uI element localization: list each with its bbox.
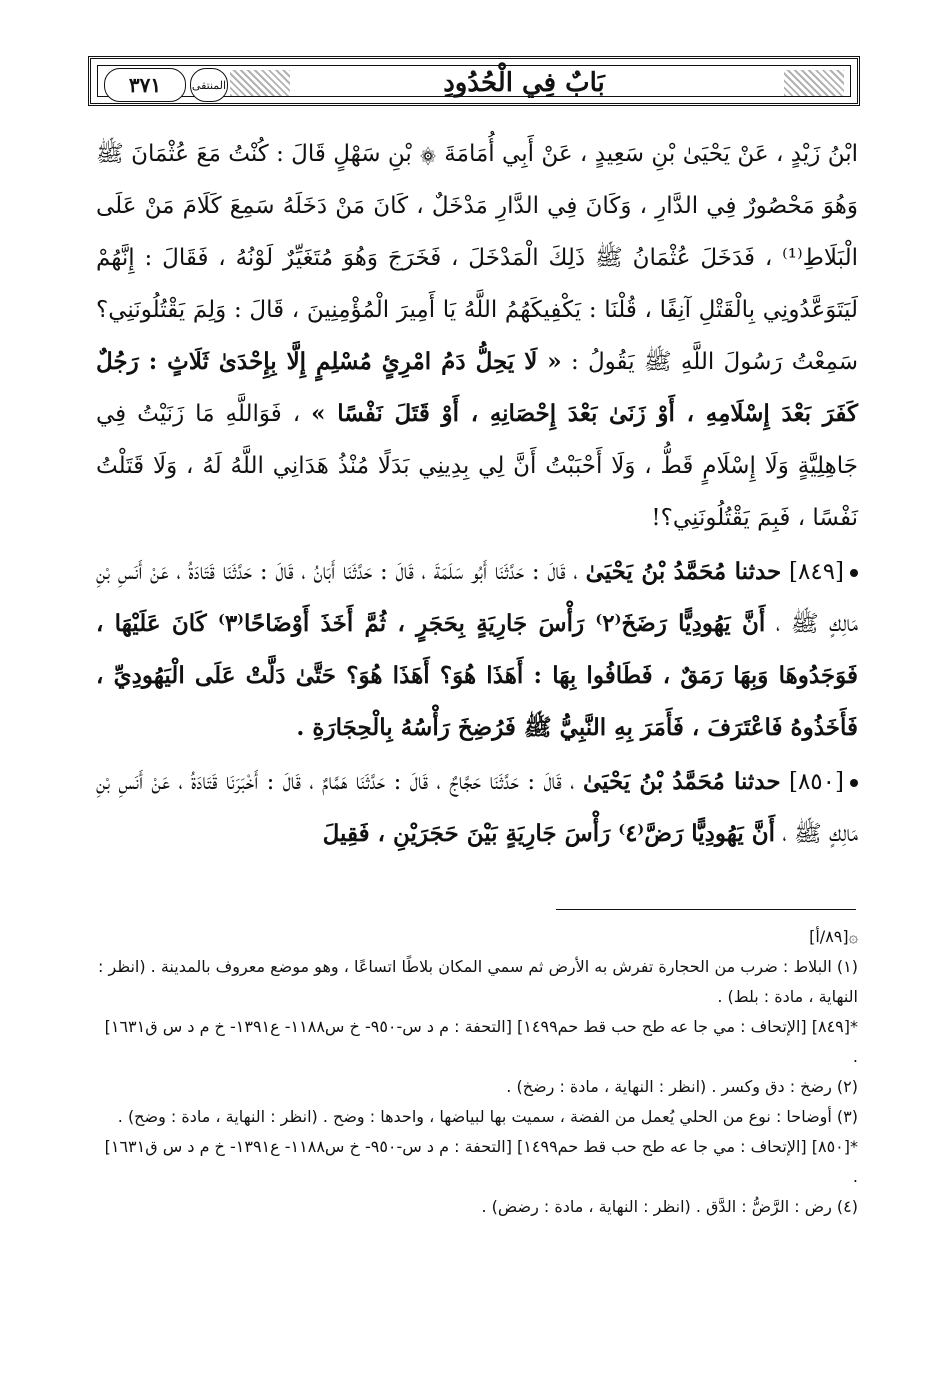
prophet-quote: « لَا يَحِلُّ دَمُ امْرِئٍ مُسْلِمٍ إِلَّا بِإِحْدَىٰ ثَلَاثٍ : رَجُلٌ كَفَرَ بَعْدَ إِسْلَامِهِ ، أَوْ زَنَىٰ بَعْدَ إِحْصَانِهِ ، أَوْ قَتَلَ نَفْسًا » — [96, 348, 858, 427]
hadith-text: أَنَّ يَهُودِيًّا رَضَّ⁽٤⁾ رَأْسَ جَارِيَةٍ بَيْنَ حَجَرَيْنِ ، فَقِيلَ — [322, 820, 776, 847]
page-number: ٣٧١ — [104, 68, 186, 102]
paragraph-continued — [96, 128, 858, 544]
hadith-number: [٨٥٠] — [788, 769, 844, 795]
footnote-1: (١) البلاط : ضرب من الحجارة تفرش به الأرض ثم سمي المكان بلاطًا اتساعًا ، وهو موضع معروف بالمدينة . (انظر : النهاية ، مادة : بلط) . — [98, 957, 858, 1006]
reference-850: *[٨٥٠] [الإتحاف : مي جا عه طح حب قط حم١٤٩٩] [التحفة : م د س-٩٥٠- خ س١١٨٨- ع١٣٩١- خ م د س ق١٦٣١] . — [104, 1137, 858, 1186]
footnote-divider — [556, 909, 856, 910]
paragraph-text: ابْنُ زَيْدٍ ، عَنْ يَحْيَىٰ بْنِ سَعِيدٍ ، عَنْ أَبِي أُمَامَةَ ۞ بْنِ سَهْلٍ قَالَ : كُنْتُ مَعَ عُثْمَانَ ﷺ وَهُوَ مَحْصُورٌ فِي الدَّارِ ، وَكَانَ فِي الدَّارِ مَدْخَلٌ ، كَانَ مَنْ دَخَلَهُ سَمِعَ كَلَامَ مَنْ عَلَى الْبَلَاطِ⁽¹⁾ ، فَدَخَلَ عُثْمَانُ ﷺ ذَلِكَ الْمَدْخَلَ ، فَخَرَجَ وَهُوَ مُتَغَيِّرٌ لَوْنُهُ ، فَقَالَ : إِنَّهُمْ لَيَتَوَعَّدُونِي بِالْقَتْلِ آنِفًا ، قُلْنَا : يَكْفِيكَهُمُ اللَّهُ يَا أَمِيرَ الْمُؤْمِنِينَ ، قَالَ : وَلِمَ يَقْتُلُونَنِي؟ سَمِعْتُ رَسُولَ اللَّهِ ﷺ يَقُولُ : — [96, 141, 859, 375]
footnote-4: (٤) رض : الرَّضُّ : الدَّق . (انظر : النهاية ، مادة : رضض) . — [481, 1197, 858, 1216]
hadith-text: أَنَّ يَهُودِيًّا رَضَخَ⁽٢⁾ رَأْسَ جَارِيَةٍ بِحَجَرٍ ، ثُمَّ أَخَذَ أَوْضَاحًا⁽٣⁾ كَانَ عَلَيْهَا ، فَوَجَدُوهَا وَبِهَا رَمَقٌ ، فَطَافُوا بِهَا : أَهَذَا هُوَ؟ أَهَذَا هُوَ؟ حَتَّىٰ دَلَّتْ عَلَى الْيَهُودِيِّ ، فَأَخَذُوهُ فَاعْتَرَفَ ، فَأَمَرَ بِهِ النَّبِيُّ ﷺ فَرُضِخَ رَأْسُهُ بِالْحِجَارَةِ . — [96, 610, 858, 741]
isnad-text: ، قَالَ : حَدَّثَنَا حَجَّاجٌ ، قَالَ : حَدَّثَنَا هَمَّامٌ ، قَالَ : أَخْبَرَنَا قَتَادَةُ ، عَنْ أَنَسِ بْنِ مَالِكٍ ﷺ ، — [96, 769, 858, 847]
header-frame — [97, 65, 851, 97]
folio-marker: ۞[٨٩/أ] — [809, 927, 858, 946]
bullet-icon — [850, 569, 858, 577]
isnad-head: حدثنا مُحَمَّدُ بْنُ يَحْيَىٰ — [585, 558, 782, 585]
isnad-head: حدثنا مُحَمَّدُ بْنُ يَحْيَىٰ — [582, 768, 781, 795]
footnote-2: (٢) رضخ : دق وكسر . (انظر : النهاية ، مادة : رضخ) . — [506, 1077, 858, 1096]
chapter-title: بَابٌ فِي الْحُدُودِ — [443, 68, 605, 98]
book-logo: المنتقى — [190, 68, 228, 102]
hadith-849 — [96, 546, 858, 754]
page-header — [88, 56, 860, 106]
isnad-text: ، قَالَ : حَدَّثَنَا أَبُو سَلَمَةَ ، قَالَ : حَدَّثَنَا أَبَانُ ، قَالَ : حَدَّثَنَا قَتَادَةُ ، عَنْ أَنَسِ بْنِ مَالِكٍ ﷺ ، — [96, 559, 859, 637]
footnote-3: (٣) أوضاحا : نوع من الحلي يُعمل من الفضة ، سميت بها لبياضها ، واحدها : وضح . (انظر : النهاية ، مادة : وضح) . — [117, 1107, 858, 1126]
footnotes — [96, 922, 858, 1222]
hadith-number: [٨٤٩] — [789, 559, 845, 585]
main-text — [96, 128, 858, 860]
ornament-right — [784, 70, 844, 96]
paragraph-text-end: ، فَوَاللَّهِ مَا زَنَيْتُ فِي جَاهِلِيَّةٍ وَلَا إِسْلَامٍ قَطُّ ، وَلَا أَحْبَبْتُ أَنَّ لِي بِدِينِي بَدَلًا مُنْذُ هَدَانِي اللَّهُ لَهُ ، وَلَا قَتَلْتُ نَفْسًا ، فَبِمَ يَقْتُلُونَنِي؟! — [96, 401, 858, 531]
hadith-850 — [96, 756, 858, 860]
ornament-left — [230, 70, 290, 96]
bullet-icon — [850, 779, 858, 787]
reference-849: *[٨٤٩] [الإتحاف : مي جا عه طح حب قط حم١٤٩٩] [التحفة : م د س-٩٥٠- خ س١١٨٨- ع١٣٩١- خ م د س ق١٦٣١] . — [104, 1017, 858, 1066]
